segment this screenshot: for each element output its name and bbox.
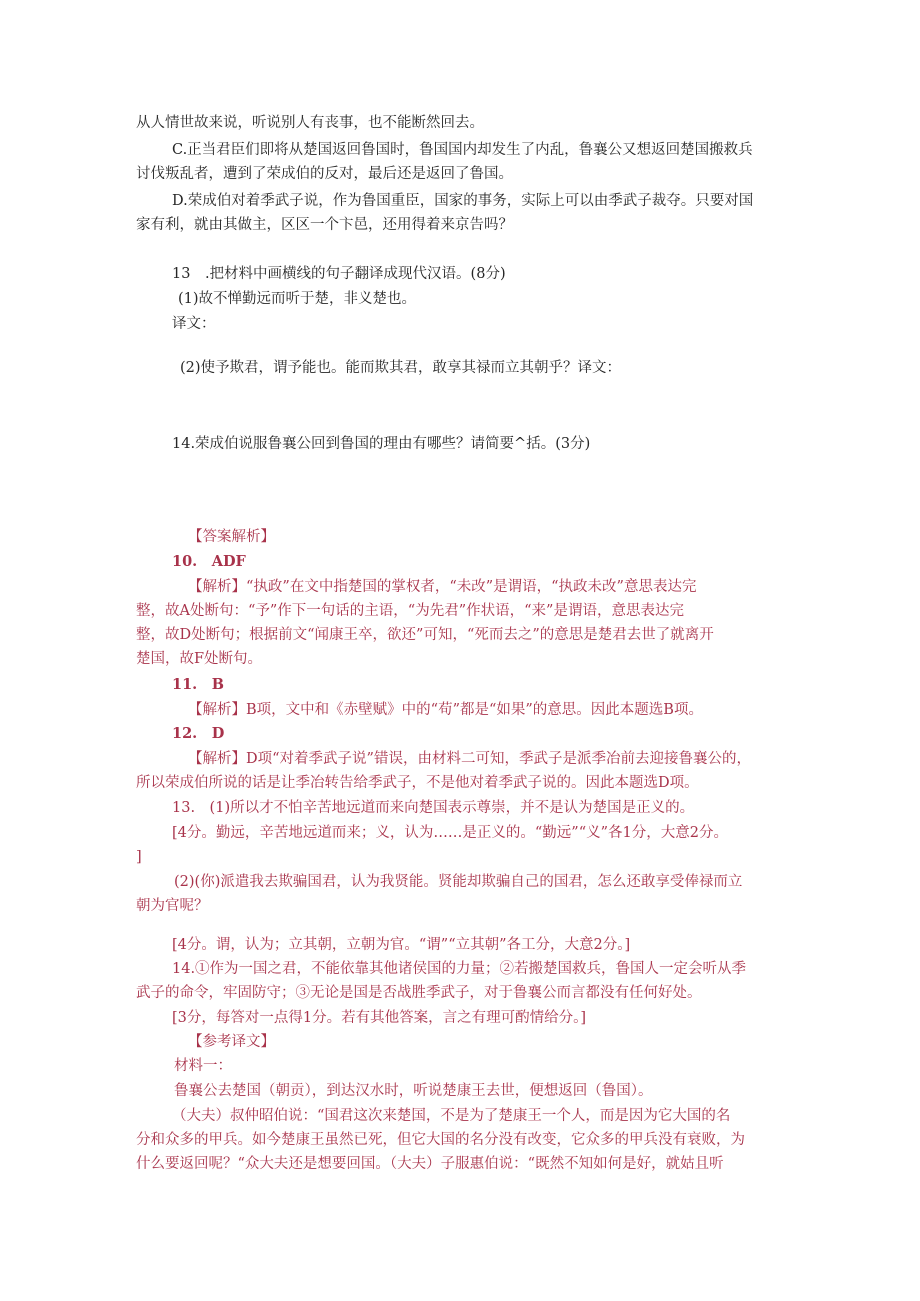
answer-13-scoring2: [4分。谓，认为；立其朝，立朝为官。“谓”“立其朝”各工分，大意2分。]	[172, 937, 631, 953]
material-one-label: 材料一：	[174, 1058, 232, 1074]
answer-13-scoring1-close: ]	[136, 849, 142, 865]
option-b-continued: 从人情世故来说，听说别人有丧事，也不能断然回去。	[136, 115, 484, 131]
answer-10-explain-3: 整，故D处断句；根据前文“闻康王卒，欲还”可知，“死而去之”的意思是楚君去世了就离开	[136, 627, 714, 643]
answer-10-explain-2: 整，故A处断句：“予”作下一句话的主语，“为先君”作状语，“来”是谓语，意思表达完	[136, 603, 684, 619]
option-c-line1: C.正当君臣们即将从楚国返回鲁国时，鲁国国内却发生了内乱，鲁襄公又想返回楚国搬救兵	[172, 142, 753, 158]
translation-line3: 分和众多的甲兵。如今楚康王虽然已死，但它大国的名分没有改变，它众多的甲兵没有衰败，为	[136, 1132, 745, 1148]
option-c-line2: 讨伐叛乱者，遭到了荣成伯的反对，最后还是返回了鲁国。	[136, 166, 513, 182]
answer-header: 【答案解析】	[188, 529, 275, 545]
option-d-line1: D.荣成伯对着季武子说，作为鲁国重臣，国家的事务，实际上可以由季武子裁夺。只要对国	[172, 193, 754, 209]
q14-stem: 14.荣成伯说服鲁襄公回到鲁国的理由有哪些？请简要^括。(3分)	[172, 436, 591, 452]
translation-line2: （大夫）叔仲昭伯说：“国君这次来楚国，不是为了楚康王一个人，而是因为它大国的名	[172, 1108, 731, 1124]
answer-13-scoring1: [4分。勤远，辛苦地远道而来；义，认为……是正义的。“勤远”“义”各1分，大意2分。	[172, 825, 728, 841]
answer-13-part1: 13. (1)所以才不怕辛苦地远道而来向楚国表示尊崇，并不是认为楚国是正义的。	[172, 800, 695, 816]
answer-10: 10. ADF	[172, 553, 246, 570]
answer-12: 12. D	[172, 725, 225, 742]
translation-line4: 什么要返回呢？“众大夫还是想要回国。（大夫）子服惠伯说：“既然不知如何是好，就姑且听	[136, 1156, 724, 1172]
answer-12-explain-2: 所以荣成伯所说的话是让季冶转告给季武子，不是他对着季武子说的。因此本题选D项。	[136, 775, 699, 791]
q13-sentence1: (1)故不惮勤远而听于楚，非义楚也。	[178, 291, 417, 307]
answer-11-explain-1: 【解析】B项，文中和《赤壁赋》中的“苟”都是“如果”的意思。因此本题选B项。	[188, 702, 703, 718]
answer-10-explain-4: 楚国，故F处断句。	[136, 651, 263, 667]
q13-stem: 13 .把材料中画横线的句子翻译成现代汉语。(8分)	[172, 266, 506, 282]
answer-12-explain-1: 【解析】D项“对着季武子说”错误，由材料二可知，季武子是派季冶前去迎接鲁襄公的，	[188, 751, 751, 767]
translation-line1: 鲁襄公去楚国（朝贡），到达汉水时，听说楚康王去世，便想返回（鲁国）。	[174, 1083, 653, 1099]
answer-11: 11. B	[172, 676, 224, 693]
answer-14-scoring: [3分，每答对一点得1分。若有其他答案，言之有理可酌情给分。]	[172, 1010, 587, 1026]
answer-14-line1: 14.①作为一国之君，不能依靠其他诸侯国的力量；②若搬楚国救兵，鲁国人一定会听从季	[172, 961, 747, 977]
answer-13-part2: (2)(你)派遣我去欺骗国君，认为我贤能。贤能却欺骗自己的国君，怎么还敢享受俸禄而立	[174, 874, 743, 890]
option-d-line2: 家有利，就由其做主，区区一个卞邑，还用得着来京告吗？	[136, 217, 513, 233]
answer-14-line2: 武子的命令，牢固防守；③无论是国是否战胜季武子，对于鲁襄公而言都没有任何好处。	[136, 985, 702, 1001]
reference-translation-header: 【参考译文】	[188, 1034, 275, 1050]
q13-sentence2: (2)使予欺君，谓予能也。能而欺其君，敢享其禄而立其朝乎？译文：	[180, 360, 622, 376]
answer-10-explain-1: 【解析】“执政”在文中指楚国的掌权者，“未改”是谓语，“执政未改”意思表达完	[188, 579, 697, 595]
q13-translation-label: 译文：	[172, 316, 216, 332]
answer-13-part2-cont: 朝为官呢？	[136, 898, 209, 914]
